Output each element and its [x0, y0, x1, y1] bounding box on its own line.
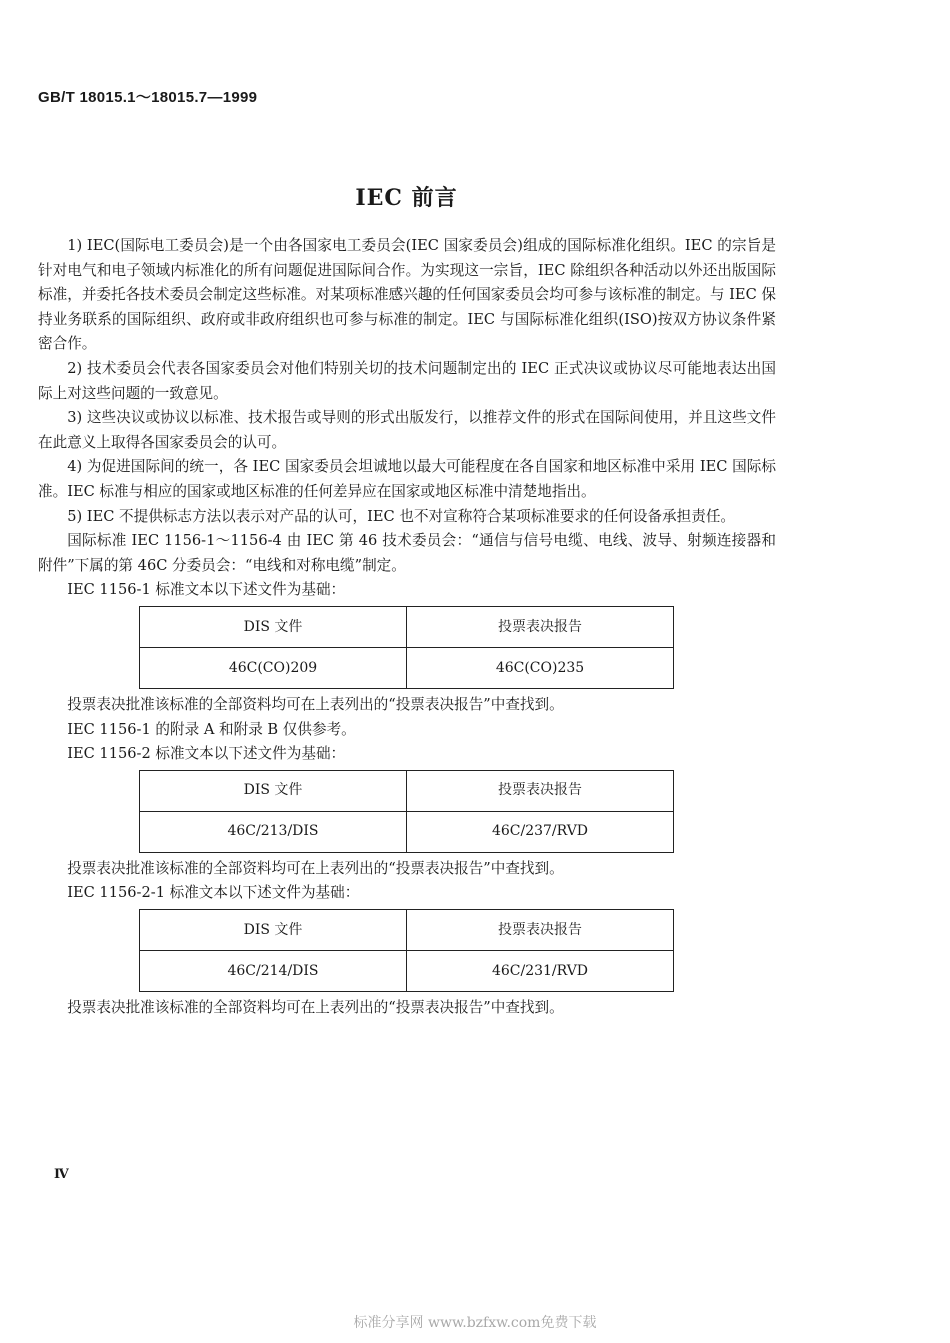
table-header-row — [140, 770, 674, 811]
dis-cell: 46C/213/DIS — [140, 811, 407, 852]
paragraph-5: 5) IEC 不提供标志方法以表示对产品的认可，IEC 也不对宣称符合某项标准要求的任何设备承担责任。 — [67, 507, 736, 525]
dis-cell: 46C/214/DIS — [140, 950, 407, 991]
table-row — [140, 950, 674, 991]
report-cell: 46C(CO)235 — [407, 647, 674, 688]
report-cell: 46C/237/RVD — [407, 811, 674, 852]
standard-code: GB/T 18015.1～18015.7—1999 — [38, 89, 258, 106]
table-header-report: 投票表决报告 — [407, 770, 674, 811]
table-row — [140, 647, 674, 688]
table-header-report: 投票表决报告 — [407, 909, 674, 950]
table-header-dis: DIS 文件 — [140, 909, 407, 950]
watermark-text: 标准分享网 www.bzfxw.com免费下载 — [353, 1315, 597, 1331]
section-note: 投票表决批准该标准的全部资料均可在上表列出的“投票表决报告”中查找到。 — [67, 998, 564, 1016]
section-intro: IEC 1156-2 标准文本以下述文件为基础： — [67, 745, 346, 763]
paragraph-2: 2) 技术委员会代表各国家委员会对他们特别关切的技术问题制定出的 IEC 正式决议或协议尽可能地表达出国际上对这些问题的一致意见。 — [38, 359, 776, 402]
section-note: 投票表决批准该标准的全部资料均可在上表列出的“投票表决报告”中查找到。 — [67, 695, 564, 713]
report-cell: 46C/231/RVD — [407, 950, 674, 991]
section-note: 投票表决批准该标准的全部资料均可在上表列出的“投票表决报告”中查找到。 — [67, 859, 564, 877]
table-header-row — [140, 909, 674, 950]
table-header-dis: DIS 文件 — [140, 770, 407, 811]
table-header-dis: DIS 文件 — [140, 606, 407, 647]
document-table — [139, 770, 674, 853]
document-table — [139, 606, 674, 689]
paragraph-3: 3) 这些决议或协议以标准、技术报告或导则的形式出版发行，以推荐文件的形式在国际间使用，并且这些文件在此意义上取得各国家委员会的认可。 — [38, 409, 776, 451]
document-body — [38, 234, 776, 1020]
section-intro: IEC 1156-2-1 标准文本以下述文件为基础： — [67, 884, 360, 902]
table-header-row — [140, 606, 674, 647]
paragraph-committee: 国际标准 IEC 1156-1～1156-4 由 IEC 第 46 技术委员会：“通信与信号电缆、电线、波导、射频连接器和附件”下属的第 46C 分委员会：“电线和对称电缆”制定。 — [38, 532, 776, 574]
page-number: Ⅳ — [54, 1167, 69, 1182]
dis-cell: 46C(CO)209 — [140, 647, 407, 688]
section-intro: IEC 1156-1 标准文本以下述文件为基础： — [67, 581, 346, 599]
paragraph-4: 4) 为促进国际间的统一，各 IEC 国家委员会坦诚地以最大可能程度在各自国家和地区标准中采用 IEC 国际标准。IEC 标准与相应的国家或地区标准的任何差异应在国家或地区标准中清楚地指出。 — [38, 458, 776, 500]
annex-note: IEC 1156-1 的附录 A 和附录 B 仅供参考。 — [67, 720, 356, 738]
paragraph-1: 1) IEC(国际电工委员会)是一个由各国家电工委员会(IEC 国家委员会)组成的国际标准化组织。IEC 的宗旨是针对电气和电子领域内标准化的所有问题促进国际间合作。为实现这一宗旨，IEC 除组织各种活动以外还出版国际标准，并委托各技术委员会制定这些标准。对某项标准感兴趣的任何国家委员会均可参与该标准的制定。与 IEC 保持业务联系的国际组织、政府或非政府组织也可参与标准的制定。IEC 与国际标准化组织(ISO)按双方协议条件紧密合作。 — [38, 237, 776, 353]
table-row — [140, 811, 674, 852]
page-title: IEC 前言 — [355, 185, 458, 211]
table-header-report: 投票表决报告 — [407, 606, 674, 647]
document-table — [139, 909, 674, 992]
